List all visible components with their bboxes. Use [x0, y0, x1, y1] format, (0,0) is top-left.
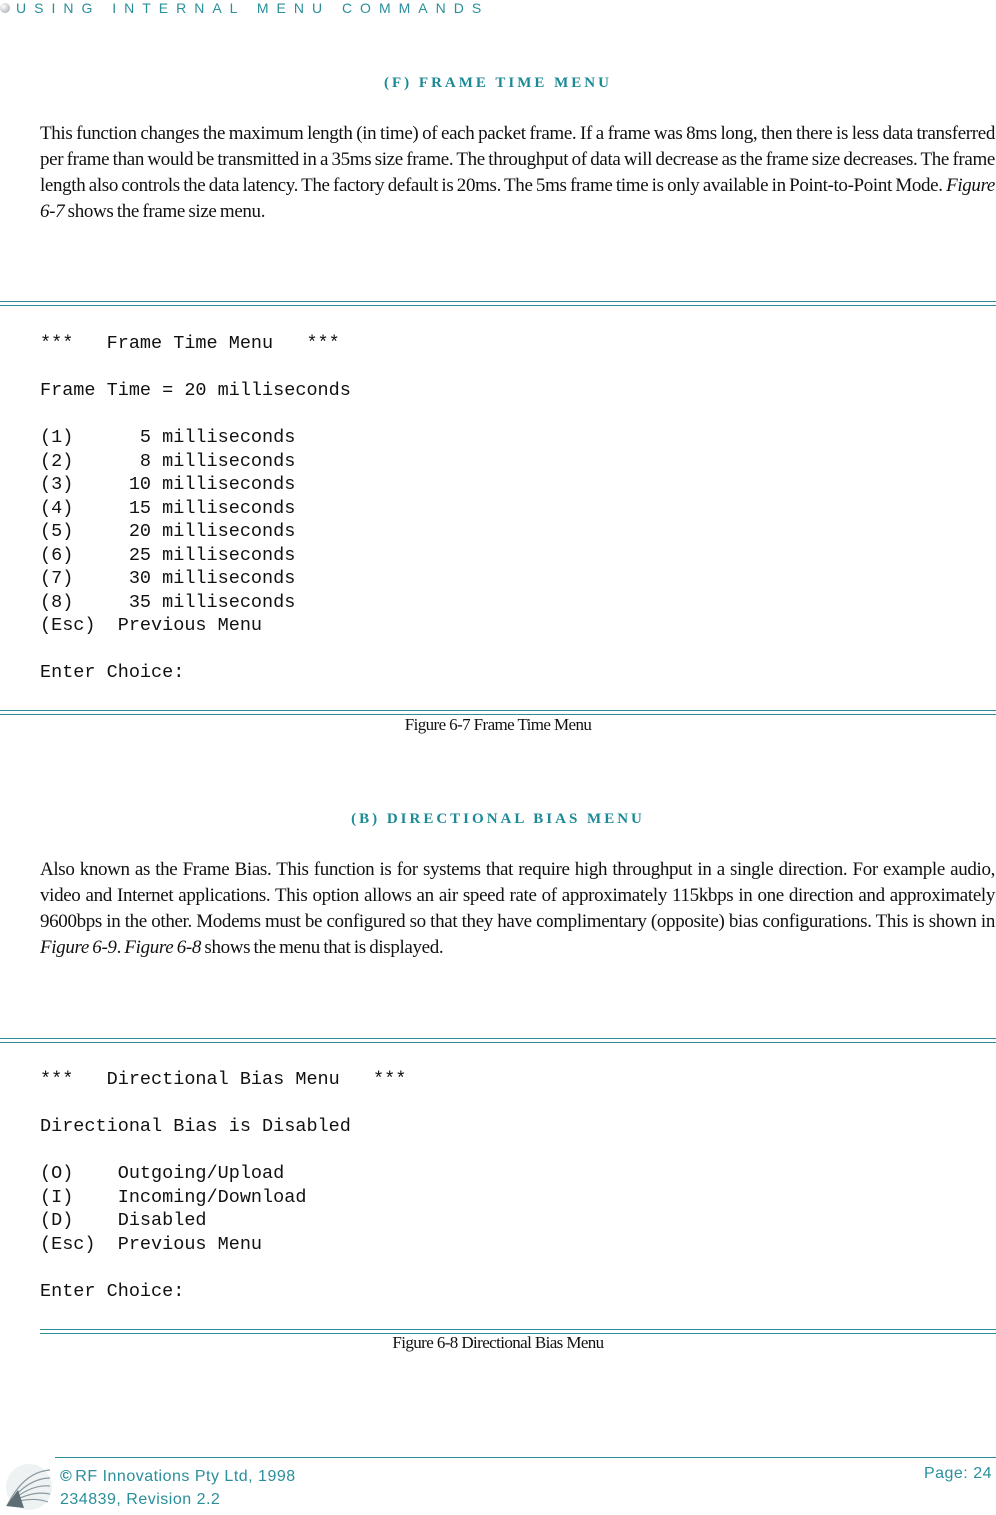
menu-line: (6) 25 milliseconds — [40, 544, 296, 566]
menu-line: (1) 5 milliseconds — [40, 427, 296, 448]
menu-line: *** Directional Bias Menu *** — [40, 1069, 407, 1090]
running-header — [0, 0, 996, 16]
directional-bias-paragraph — [40, 857, 995, 961]
menu-line: (3) 10 milliseconds — [40, 474, 296, 495]
menu-line: (I) Incoming/Download — [40, 1186, 307, 1208]
menu-line: (8) 35 milliseconds — [40, 591, 296, 613]
menu-line: (5) 20 milliseconds — [40, 521, 296, 542]
footer-doc-ref: 234839, Revision 2.2 — [60, 1491, 221, 1508]
footer-company: RF Innovations Pty Ltd, 1998 — [75, 1468, 296, 1485]
paragraph-text-tail: shows the frame size menu. — [64, 201, 266, 222]
menu-line: (2) 8 milliseconds — [40, 450, 296, 472]
section-title-directional-bias: (B) DIRECTIONAL BIAS MENU — [351, 811, 645, 827]
figure-caption-6-8: Figure 6-8 Directional Bias Menu — [392, 1333, 604, 1352]
header-title: USING INTERNAL MENU COMMANDS — [16, 0, 490, 16]
section-title-frame-time: (F) FRAME TIME MENU — [384, 75, 612, 91]
menu-line: Enter Choice: — [40, 1280, 185, 1302]
menu-line: (D) Disabled — [40, 1210, 207, 1231]
menu-line: (Esc) Previous Menu — [40, 615, 263, 636]
footer-left — [60, 1465, 296, 1511]
menu-line: Directional Bias is Disabled — [40, 1116, 351, 1137]
paragraph-text-tail: shows the menu that is displayed. — [201, 937, 444, 958]
company-logo-icon — [4, 1462, 54, 1512]
paragraph-text: Also known as the Frame Bias. This function is for systems that require high throughput in a single direction. For example audio, video and Internet applications. This option allows an air speed rate of approximately 115kbps in one direction and approximately 9600bps in the other. Modems must be configured so that they have complimentary (opposite) bias configurations. This is shown in — [40, 859, 995, 932]
frame-time-menu-terminal — [40, 332, 351, 685]
figure-top-rule — [0, 301, 996, 306]
menu-line: (7) 30 milliseconds — [40, 568, 296, 589]
paragraph-text: This function changes the maximum length (in time) of each packet frame. If a frame was 8ms long, then there is less data transferred per frame than would be transmitted in a 35ms size frame. The throughput of data will decrease as the frame size decreases. The frame length also controls the data latency. The factory default is 20ms. The 5ms frame time is only available in Point-to-Point Mode. — [40, 123, 995, 196]
menu-line: (Esc) Previous Menu — [40, 1233, 263, 1255]
figure-reference: Figure 6-7 — [40, 175, 995, 222]
copyright-symbol: © — [60, 1468, 73, 1485]
menu-line: (O) Outgoing/Upload — [40, 1163, 285, 1184]
figure-top-rule — [0, 1038, 996, 1043]
menu-line: *** Frame Time Menu *** — [40, 333, 340, 354]
figure-reference: Figure 6-9 — [40, 937, 117, 958]
frame-time-paragraph — [40, 121, 995, 225]
figure-reference: Figure 6-8 — [124, 937, 201, 958]
page-number: Page: 24 — [923, 1465, 992, 1482]
menu-line: Frame Time = 20 milliseconds — [40, 380, 351, 401]
paragraph-text-mid: . — [116, 937, 125, 958]
bullet-icon — [0, 3, 10, 13]
menu-line: (4) 15 milliseconds — [40, 497, 296, 519]
directional-bias-menu-terminal — [40, 1068, 406, 1303]
menu-line: Enter Choice: — [40, 662, 185, 683]
figure-caption-6-7: Figure 6-7 Frame Time Menu — [404, 715, 592, 734]
footer-rule — [55, 1457, 996, 1458]
